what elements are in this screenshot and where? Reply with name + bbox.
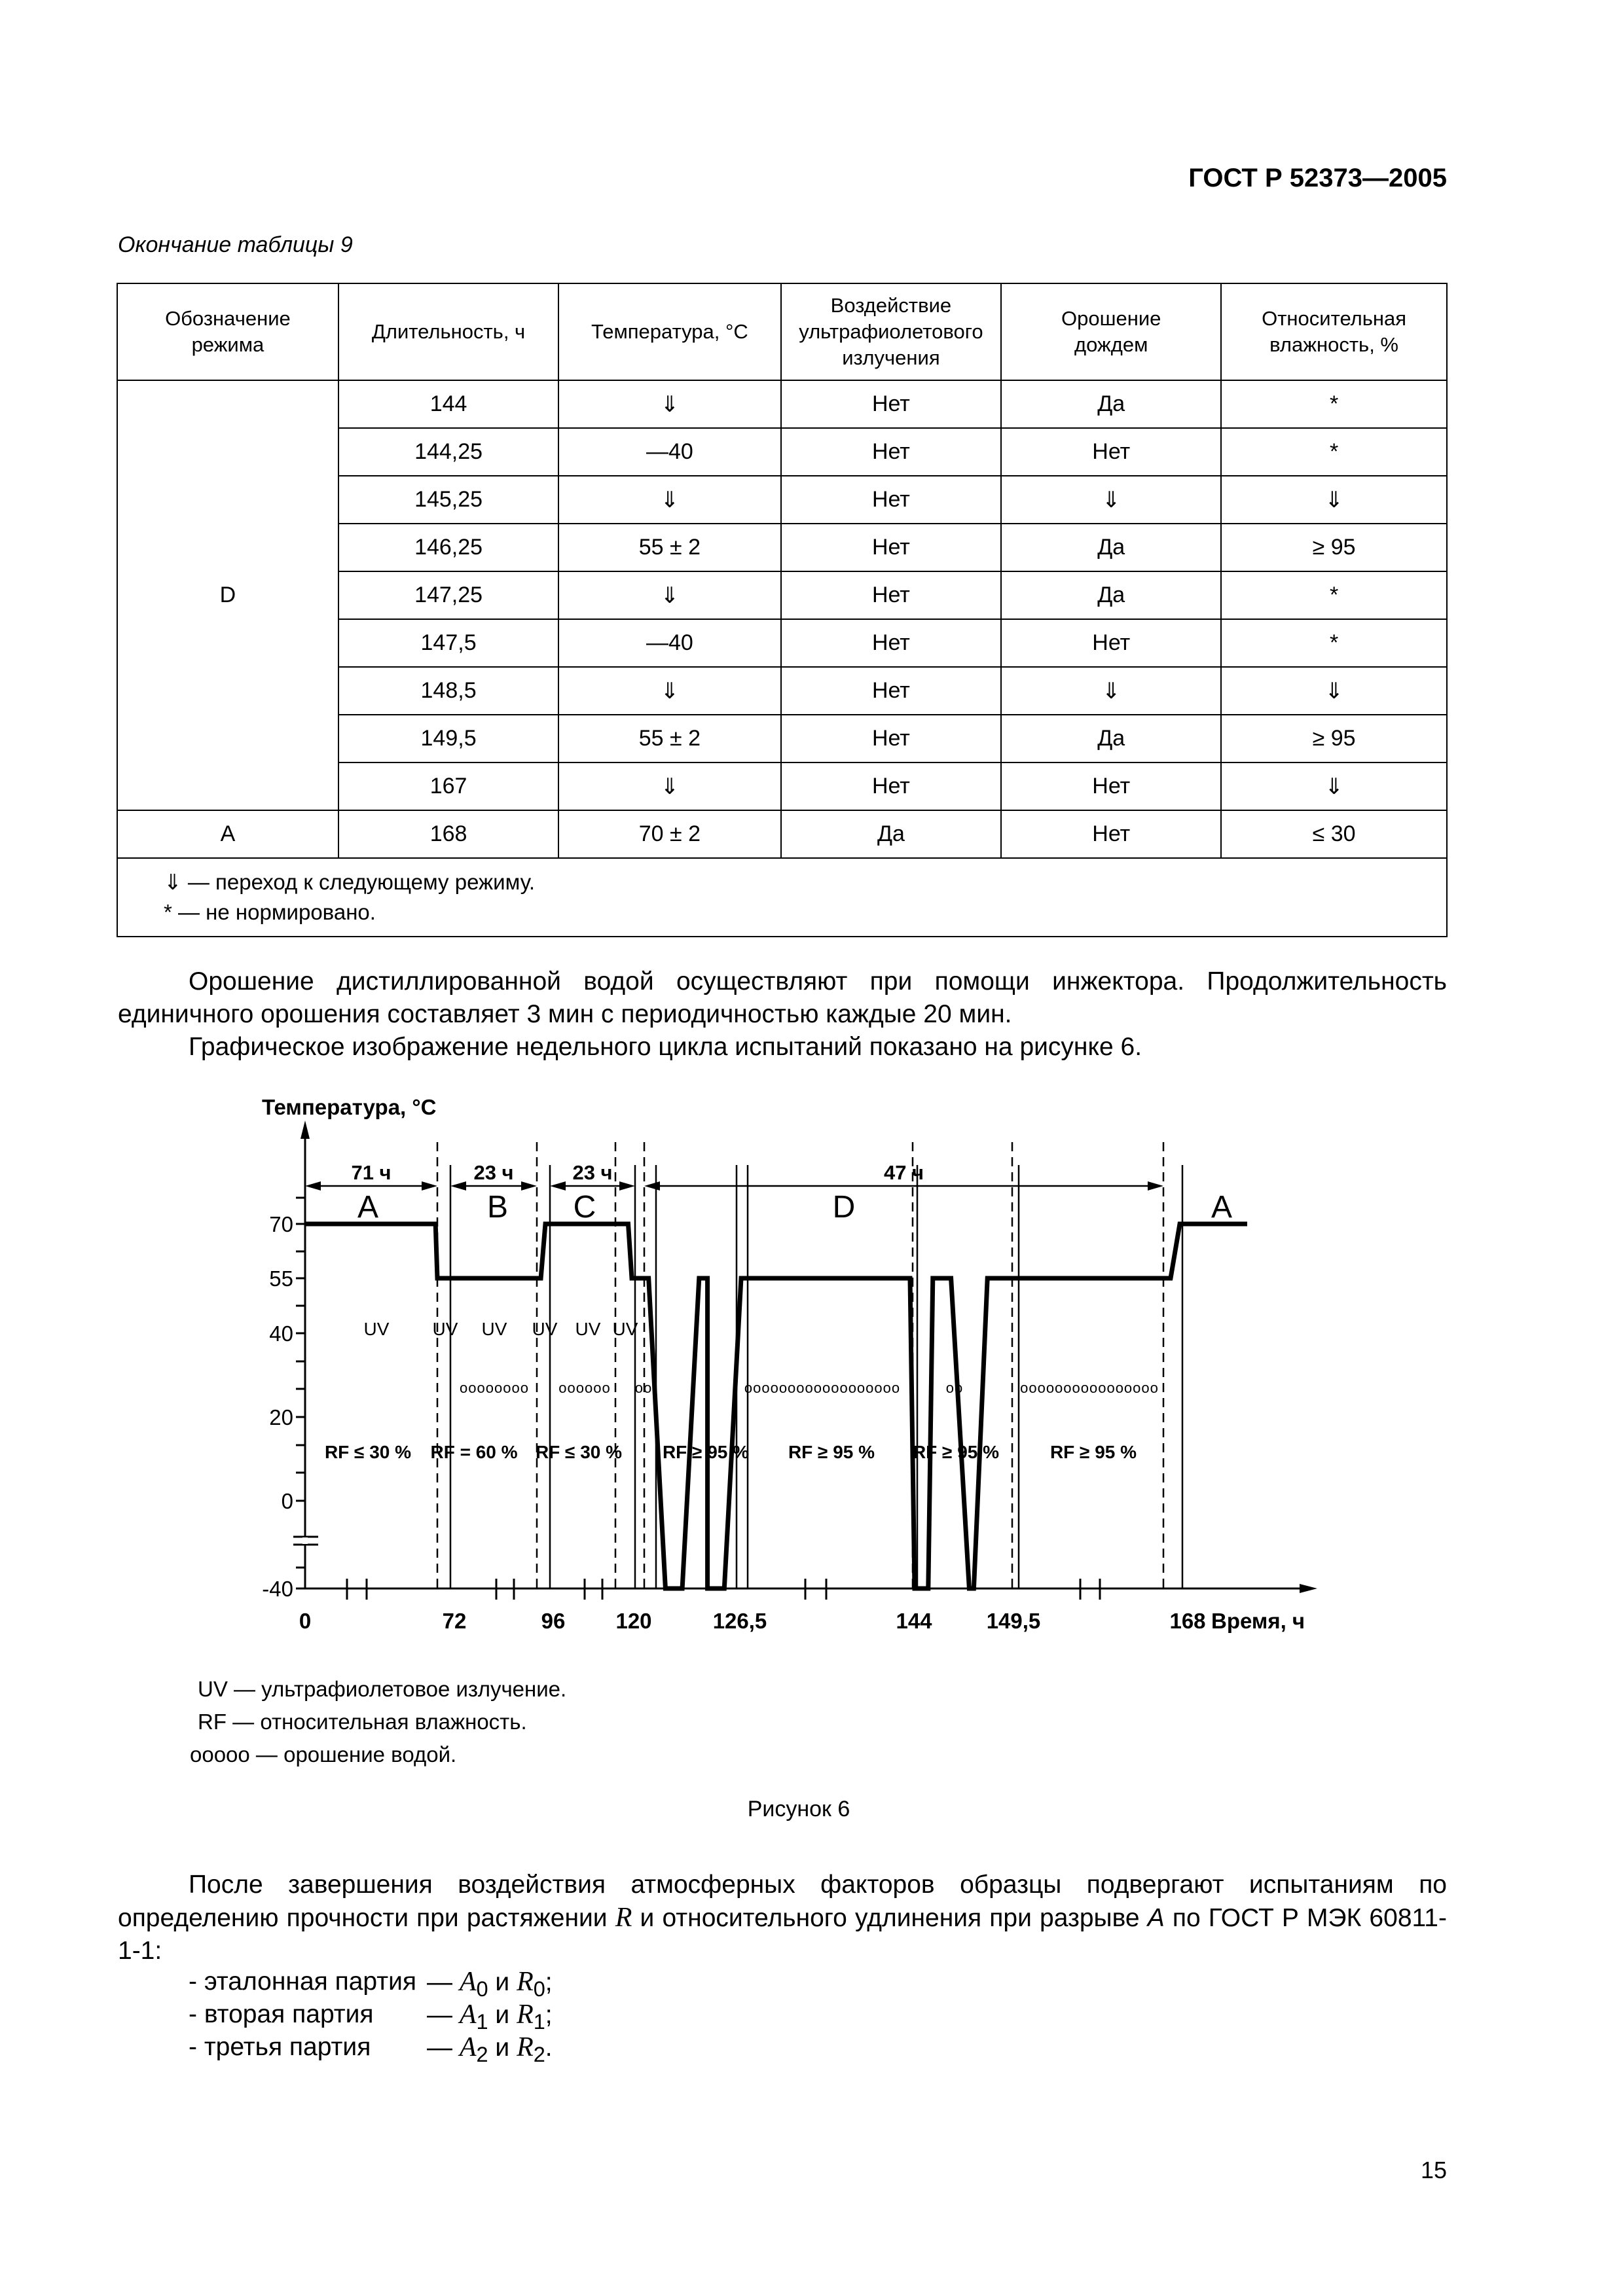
x-tick-label: 72	[442, 1609, 467, 1633]
subscript: 2	[533, 2042, 545, 2066]
duration-label: 23 ч	[572, 1161, 613, 1184]
x-tick-label: 96	[541, 1609, 566, 1633]
spray-marks: oo	[945, 1380, 964, 1396]
temperature-profile	[305, 1224, 1247, 1588]
subscript: 2	[476, 2042, 488, 2066]
duration-cell: 144	[338, 380, 558, 428]
legend-rf: RF — относительная влажность.	[198, 1710, 527, 1734]
mode-label: A	[357, 1190, 379, 1225]
humidity-cell: *	[1221, 380, 1447, 428]
table-9	[117, 283, 1448, 937]
header-mode: Обозначение режима	[117, 283, 338, 380]
duration-cell: 168	[338, 810, 558, 858]
y-axis-gap	[302, 1537, 308, 1544]
temperature-cell: ⇓	[558, 667, 780, 715]
subscript: 0	[476, 1977, 488, 2001]
rf-label: RF ≤ 30 %	[324, 1442, 412, 1462]
rain-cell: Нет	[1001, 619, 1221, 667]
duration-cell: 167	[338, 762, 558, 810]
rf-label: RF ≥ 95 %	[912, 1442, 1000, 1462]
table-header-row	[117, 283, 1447, 380]
rain-cell: Нет	[1001, 762, 1221, 810]
symbol-R: R	[517, 2000, 534, 2030]
uv-label: UV	[363, 1319, 390, 1339]
list-item	[189, 1965, 553, 2001]
y-tick-label: 55	[269, 1266, 293, 1291]
y-tick-label: 40	[269, 1321, 293, 1346]
symbol-R: R	[615, 1903, 632, 1933]
list-dash: —	[427, 2034, 452, 2062]
duration-arrowhead	[550, 1181, 566, 1191]
rf-label: RF ≤ 30 %	[535, 1442, 623, 1462]
table-row	[117, 380, 1447, 428]
mode-cell: D	[117, 380, 338, 810]
symbol-R: R	[517, 1967, 534, 1997]
duration-arrowhead	[644, 1181, 660, 1191]
paragraph-figure-ref: Графическое изображение недельного цикла испытаний показано на рисунке 6.	[189, 1033, 1142, 1061]
legend-uv: UV — ультрафиолетовое излучение.	[198, 1677, 567, 1701]
mode-cell: A	[117, 810, 338, 858]
rain-cell: ⇓	[1001, 476, 1221, 524]
spray-marks: oooooooooooooooooo	[744, 1380, 901, 1396]
uv-cell: Нет	[781, 715, 1002, 762]
legend-spray: ooooo — орошение водой.	[190, 1742, 457, 1767]
x-axis-arrow	[1300, 1584, 1317, 1593]
mode-label: D	[832, 1190, 856, 1225]
rain-cell: ⇓	[1001, 667, 1221, 715]
spray-marks: oooooo	[558, 1380, 611, 1396]
duration-cell: 144,25	[338, 428, 558, 476]
humidity-cell: ⇓	[1221, 762, 1447, 810]
humidity-cell: ⇓	[1221, 476, 1447, 524]
symbol-A: А	[1147, 1904, 1165, 1932]
standard-code: ГОСТ Р 52373—2005	[1188, 164, 1447, 192]
header-uv: Воздействие ультрафиолетового излучения	[781, 283, 1002, 380]
x-tick-label: 126,5	[712, 1609, 767, 1633]
x-tick-label: 168	[1169, 1609, 1206, 1633]
para3-text-1: После завершения воздействия атмосферных факторов образцы подвергают испытаниям по определению прочности при растяжении	[118, 1871, 1447, 1932]
y-tick-label: 0	[281, 1489, 293, 1513]
x-tick-label: 0	[299, 1609, 312, 1633]
uv-cell: Нет	[781, 428, 1002, 476]
uv-cell: Нет	[781, 762, 1002, 810]
uv-cell: Нет	[781, 524, 1002, 571]
x-tick-label: 120	[615, 1609, 652, 1633]
paragraph-after-test	[118, 1869, 1447, 1967]
figure-caption: Рисунок 6	[747, 1797, 850, 1821]
page-number: 15	[1420, 2157, 1447, 2183]
list-end: ;	[545, 2001, 553, 2029]
mode-label: C	[573, 1190, 596, 1225]
list-dash: —	[427, 1968, 452, 1996]
subscript: 0	[533, 1977, 545, 2001]
temperature-cell: ⇓	[558, 380, 780, 428]
list-label: - вторая партия	[189, 2000, 374, 2028]
table-row	[117, 810, 1447, 858]
humidity-cell: ≥ 95	[1221, 524, 1447, 571]
paragraph-spraying: Орошение дистиллированной водой осуществляют при помощи инжектора. Продолжительность единичного орошения составляет 3 мин с периодичностью каждые 20 мин.	[118, 967, 1447, 1028]
uv-cell: Нет	[781, 380, 1002, 428]
uv-label: UV	[612, 1319, 638, 1339]
duration-cell: 147,5	[338, 619, 558, 667]
rain-cell: Нет	[1001, 810, 1221, 858]
temperature-cell: 55 ± 2	[558, 524, 780, 571]
duration-arrowhead	[422, 1181, 437, 1191]
list-end: ;	[545, 1968, 553, 1996]
duration-cell: 149,5	[338, 715, 558, 762]
y-axis-label: Температура, °C	[262, 1095, 437, 1119]
spray-marks: oooooooooooooooo	[1020, 1380, 1159, 1396]
subscript: 1	[533, 2009, 545, 2034]
list-item	[189, 1998, 553, 2034]
symbol-A: A	[459, 1967, 477, 1997]
header-temperature: Температура, °C	[558, 283, 780, 380]
temperature-cell: 55 ± 2	[558, 715, 780, 762]
humidity-cell: ≤ 30	[1221, 810, 1447, 858]
duration-label: 71 ч	[351, 1161, 392, 1184]
duration-arrowhead	[1148, 1181, 1163, 1191]
rain-cell: Да	[1001, 524, 1221, 571]
symbol-A: A	[459, 2000, 477, 2030]
note-asterisk: * — не нормировано.	[164, 900, 376, 924]
rf-label: RF ≥ 95 %	[662, 1442, 750, 1462]
duration-cell: 147,25	[338, 571, 558, 619]
uv-label: UV	[575, 1319, 601, 1339]
uv-label: UV	[432, 1319, 458, 1339]
duration-arrowhead	[619, 1181, 635, 1191]
rain-cell: Да	[1001, 380, 1221, 428]
uv-cell: Нет	[781, 571, 1002, 619]
y-tick-label: 20	[269, 1405, 293, 1429]
header-duration: Длительность, ч	[338, 283, 558, 380]
mode-label: A	[1211, 1190, 1233, 1225]
header-humidity: Относительная влажность, %	[1221, 283, 1447, 380]
list-dash: —	[427, 2001, 452, 2029]
temperature-cell: —40	[558, 619, 780, 667]
list-item	[189, 2031, 553, 2066]
list-label: - третья партия	[189, 2033, 371, 2061]
humidity-cell: ⇓	[1221, 667, 1447, 715]
y-tick-label: 70	[269, 1212, 293, 1236]
y-tick-label: -40	[262, 1577, 293, 1601]
duration-cell: 148,5	[338, 667, 558, 715]
x-tick-label: 144	[896, 1609, 932, 1633]
uv-cell: Нет	[781, 667, 1002, 715]
rain-cell: Нет	[1001, 428, 1221, 476]
spray-marks: oooooooo	[460, 1380, 529, 1396]
temperature-cell: 70 ± 2	[558, 810, 780, 858]
note-arrow: ⇓ — переход к следующему режиму.	[164, 870, 535, 894]
duration-label: 23 ч	[473, 1161, 514, 1184]
temperature-cell: ⇓	[558, 476, 780, 524]
mode-label: B	[486, 1190, 509, 1225]
list-formula	[427, 2031, 553, 2071]
uv-cell: Нет	[781, 619, 1002, 667]
y-axis-arrow	[301, 1121, 310, 1139]
duration-arrowhead	[450, 1181, 466, 1191]
duration-arrowhead	[521, 1181, 537, 1191]
temperature-cell: ⇓	[558, 762, 780, 810]
humidity-cell: *	[1221, 428, 1447, 476]
list-and: и	[495, 2034, 510, 2062]
list-label: - эталонная партия	[189, 1967, 416, 1996]
test-cycle-chart	[249, 1086, 1322, 1662]
rf-label: RF ≥ 95 %	[1049, 1442, 1137, 1462]
temperature-cell: —40	[558, 428, 780, 476]
duration-label: 47 ч	[883, 1161, 924, 1184]
table-notes-row	[117, 858, 1447, 937]
duration-cell: 145,25	[338, 476, 558, 524]
list-and: и	[495, 2001, 510, 2029]
rf-label: RF = 60 %	[430, 1442, 518, 1462]
rain-cell: Да	[1001, 715, 1221, 762]
humidity-cell: ≥ 95	[1221, 715, 1447, 762]
uv-cell: Да	[781, 810, 1002, 858]
x-tick-label: 149,5	[986, 1609, 1041, 1633]
para3-text-3: по ГОСТ Р МЭК 60811-1-1:	[118, 1904, 1447, 1965]
uv-cell: Нет	[781, 476, 1002, 524]
temperature-cell: ⇓	[558, 571, 780, 619]
x-axis-label: Время, ч	[1211, 1609, 1305, 1633]
subscript: 1	[476, 2009, 488, 2034]
symbol-A: A	[459, 2032, 477, 2062]
table-notes	[117, 858, 1447, 937]
para3-text-2: и относительного удлинения при разрыве	[640, 1904, 1140, 1932]
uv-label: UV	[481, 1319, 507, 1339]
list-and: и	[495, 1968, 510, 1996]
uv-label: UV	[532, 1319, 558, 1339]
list-end: .	[545, 2034, 553, 2062]
spray-marks: oo	[634, 1380, 653, 1396]
symbol-R: R	[517, 2032, 534, 2062]
rain-cell: Да	[1001, 571, 1221, 619]
header-rain: Орошение дождем	[1001, 283, 1221, 380]
humidity-cell: *	[1221, 619, 1447, 667]
duration-cell: 146,25	[338, 524, 558, 571]
humidity-cell: *	[1221, 571, 1447, 619]
rf-label: RF ≥ 95 %	[788, 1442, 875, 1462]
table-caption: Окончание таблицы 9	[118, 232, 353, 257]
duration-arrowhead	[305, 1181, 321, 1191]
